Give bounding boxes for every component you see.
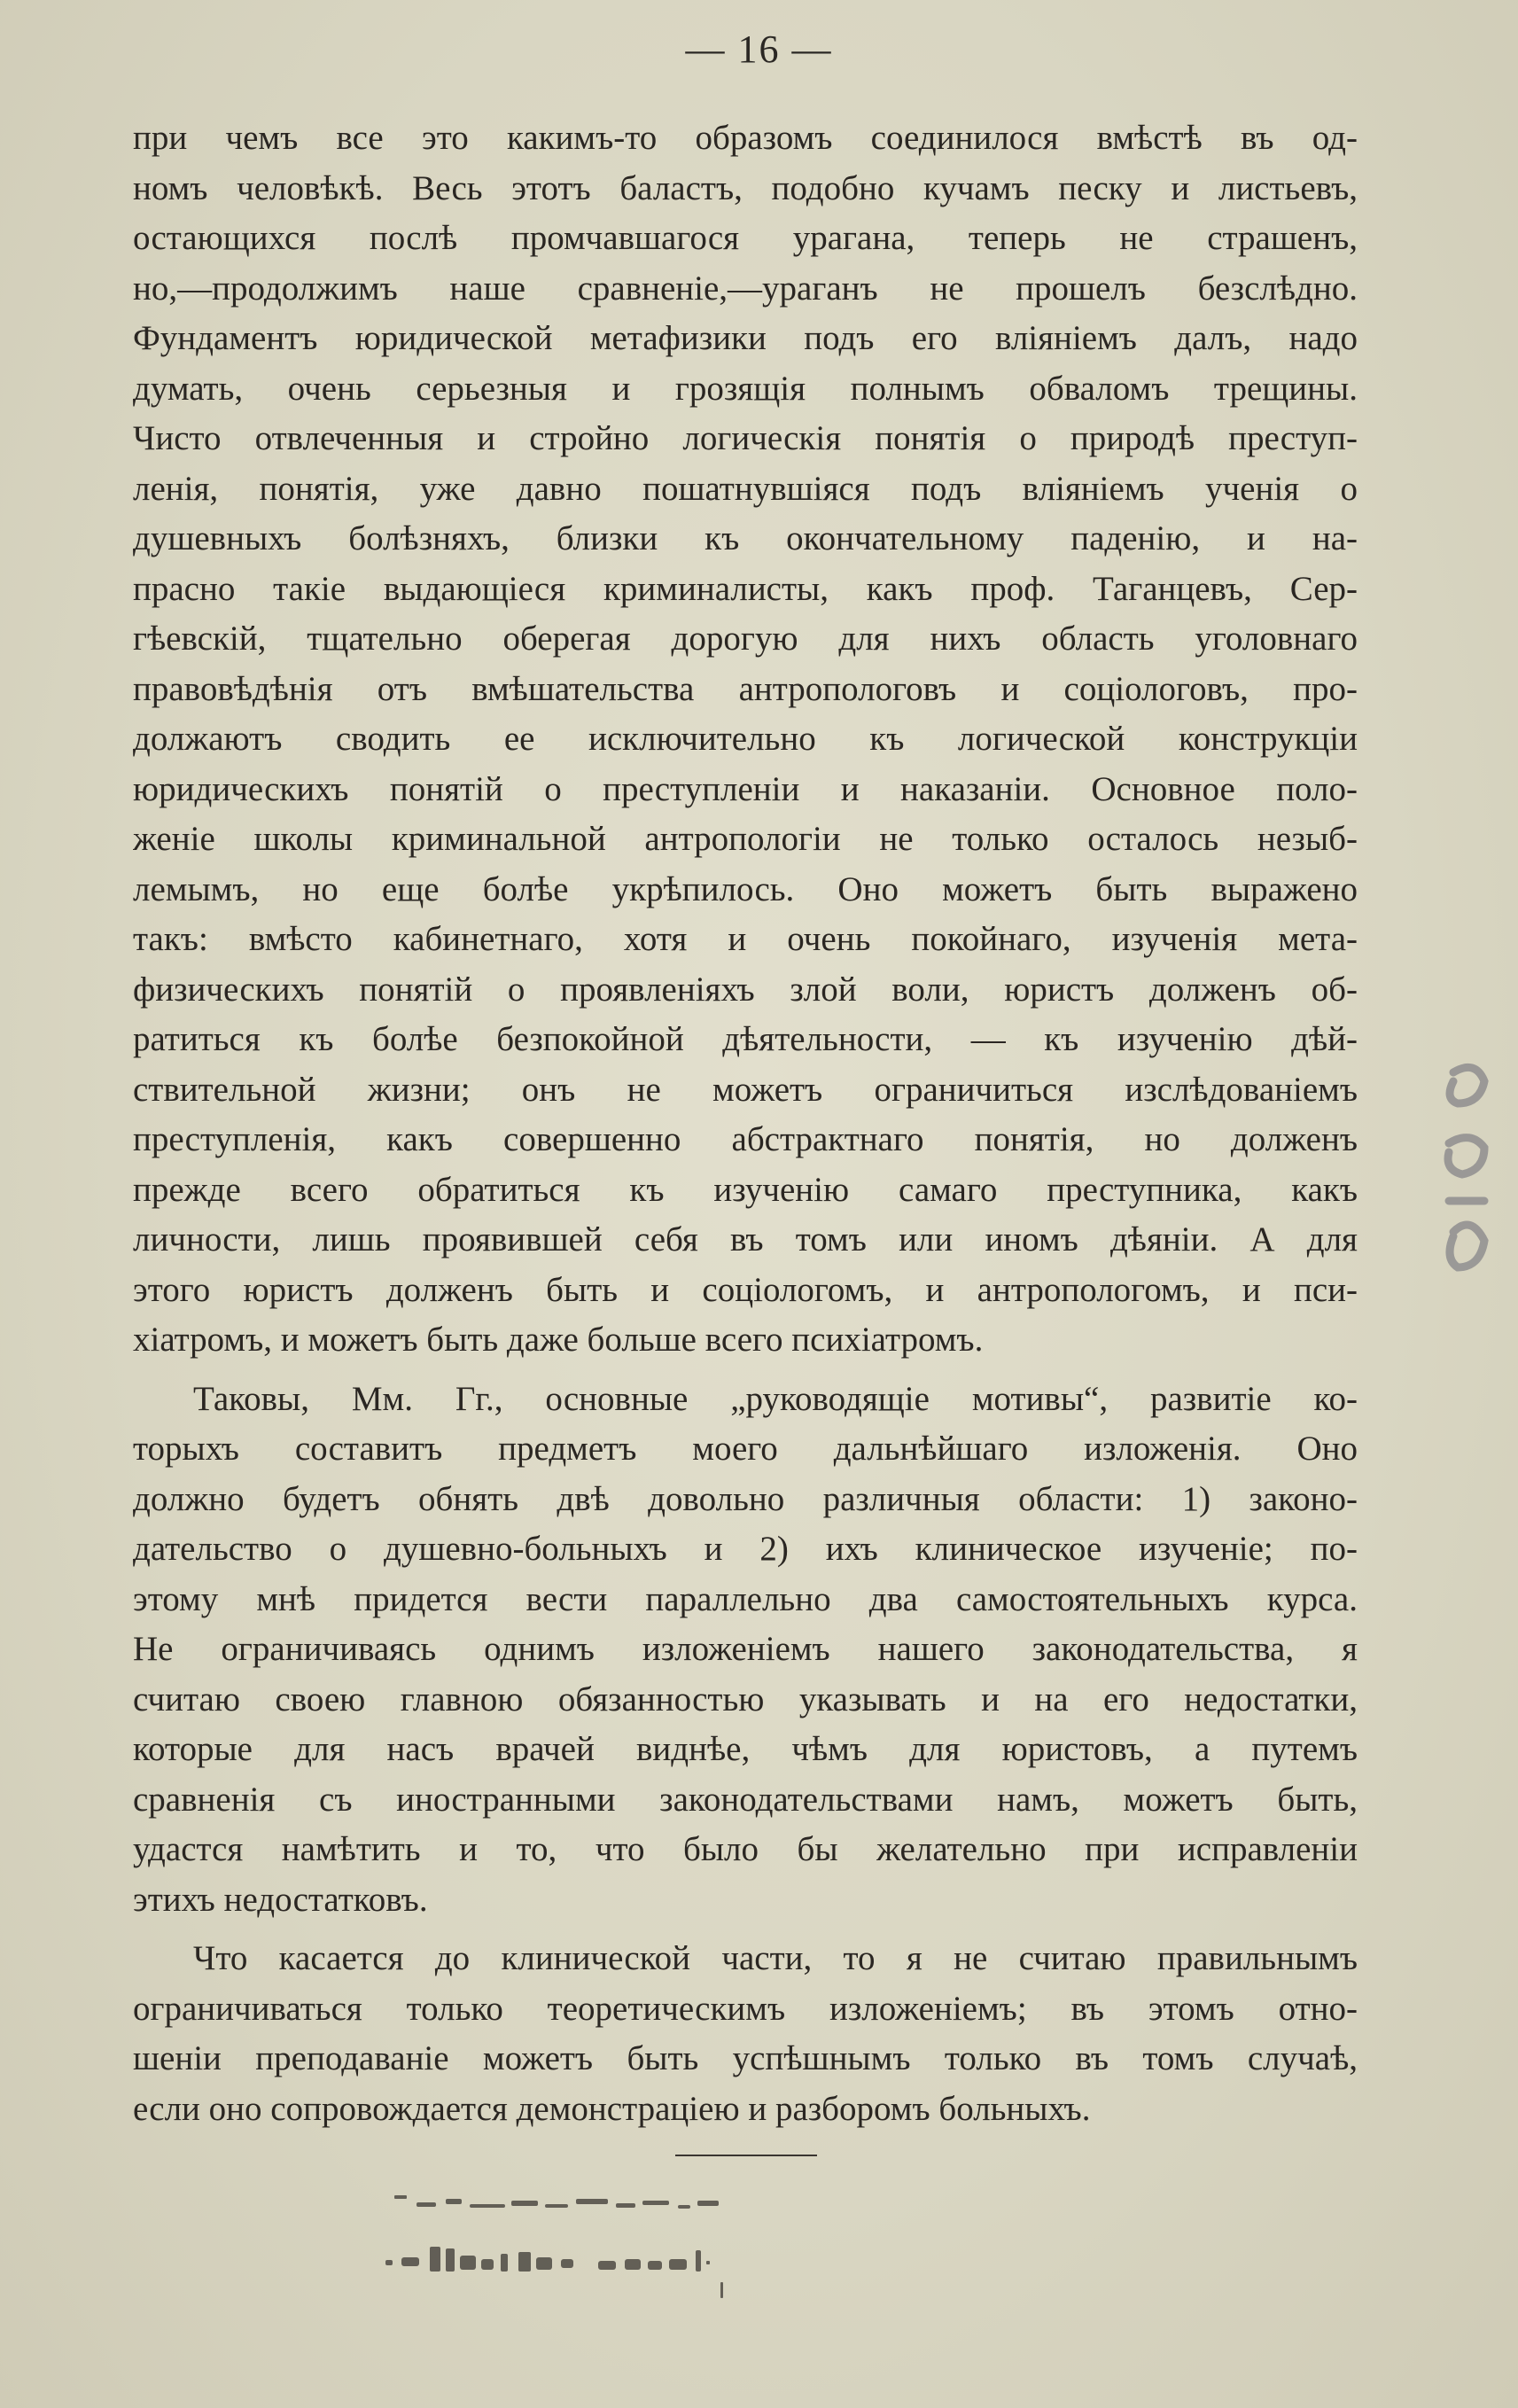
text-line: этихъ недостатковъ. bbox=[133, 1880, 428, 1919]
text-line: которые для насъ врачей виднѣе, чѣмъ для юристовъ, а путемъ bbox=[133, 1730, 1358, 1768]
text-line: этому мнѣ придется вести параллельно два самостоятельныхъ курса. bbox=[133, 1579, 1358, 1618]
text-line: Что касается до клинической части, то я не считаю правильнымъ bbox=[193, 1939, 1358, 1977]
text-line: душевныхъ болѣзняхъ, близки къ окончательному паденію, и на- bbox=[133, 519, 1358, 557]
text-line: но,—продолжимъ наше сравненіе,—ураганъ не прошелъ безслѣдно. bbox=[133, 269, 1358, 308]
paragraph bbox=[133, 113, 1358, 1366]
paragraph-gap bbox=[133, 1366, 1358, 1375]
text-line: женіе школы криминальной антропологіи не только осталось незыб- bbox=[133, 820, 1358, 858]
body-text bbox=[133, 113, 1358, 2134]
page-number: — 16 — bbox=[685, 27, 833, 71]
text-line: торыхъ составитъ предметъ моего дальнѣйшаго изложенія. Оно bbox=[133, 1430, 1358, 1468]
text-line: Не ограничиваясь однимъ изложеніемъ нашего законодательства, я bbox=[133, 1630, 1358, 1668]
text-line: дательство о душевно-больныхъ и 2) ихъ клиническое изученіе; по- bbox=[133, 1530, 1358, 1568]
text-line: правовѣдѣнія отъ вмѣшательства антропологовъ и соціологовъ, про- bbox=[133, 669, 1358, 708]
text-line: хіатромъ, и можетъ быть даже больше всего психіатромъ. bbox=[133, 1321, 984, 1359]
text-line: личности, лишь проявившей себя въ томъ или иномъ дѣяніи. А для bbox=[133, 1220, 1358, 1259]
text-line: юридическихъ понятій о преступленіи и наказаніи. Основное поло- bbox=[133, 769, 1358, 808]
text-line: сравненія съ иностранными законодательствами намъ, можетъ быть, bbox=[133, 1780, 1358, 1819]
text-line: лемымъ, но еще болѣе укрѣпилось. Оно можетъ быть выражено bbox=[133, 869, 1358, 908]
text-line: такъ: вмѣсто кабинетнаго, хотя и очень покойнаго, изученія мета- bbox=[133, 920, 1358, 958]
text-line: остающихся послѣ промчавшагося урагана, теперь не страшенъ, bbox=[133, 219, 1358, 257]
paragraph bbox=[133, 1934, 1358, 2134]
text-line: ограничиваться только теоретическимъ изложеніемъ; въ этомъ отно- bbox=[133, 1989, 1358, 2028]
text-line: Фундаментъ юридической метафизики подъ его вліяніемъ далъ, надо bbox=[133, 319, 1358, 357]
text-line: думать, очень серьезныя и грозящія полнымъ обваломъ трещины. bbox=[133, 369, 1358, 408]
text-line: гѣевскій, тщательно оберегая дорогую для нихъ область уголовнаго bbox=[133, 620, 1358, 658]
text-line: прасно такіе выдающіеся криминалисты, какъ проф. Таганцевъ, Сер- bbox=[133, 569, 1358, 608]
text-line: должаютъ сводить ее исключительно къ логической конструкціи bbox=[133, 720, 1358, 758]
text-line: ратиться къ болѣе безпокойной дѣятельности, — къ изученію дѣй- bbox=[133, 1020, 1358, 1058]
text-line: номъ человѣкѣ. Весь этотъ баластъ, подобно кучамъ песку и листьевъ, bbox=[133, 168, 1358, 207]
text-line: ствительной жизни; онъ не можетъ ограничиться изслѣдованіемъ bbox=[133, 1070, 1358, 1109]
text-line: этого юристъ долженъ быть и соціологомъ, и антропологомъ, и пси- bbox=[133, 1270, 1358, 1309]
text-line: прежде всего обратиться къ изученію самаго преступника, какъ bbox=[133, 1170, 1358, 1209]
text-line: при чемъ все это какимъ-то образомъ соединилося вмѣстѣ въ од- bbox=[133, 119, 1358, 157]
margin-ink-mark bbox=[1436, 1055, 1498, 1285]
text-line: Чисто отвлеченныя и стройно логическія понятія о природѣ преступ- bbox=[133, 419, 1358, 457]
text-line: считаю своею главною обязанностью указывать и на его недостатки, bbox=[133, 1679, 1358, 1718]
text-line: физическихъ понятій о проявленіяхъ злой воли, юристъ долженъ об- bbox=[133, 970, 1358, 1009]
text-line: если оно сопровождается демонстраціею и разборомъ больныхъ. bbox=[133, 2089, 1091, 2128]
section-separator bbox=[675, 2155, 817, 2156]
text-line: Таковы, Мм. Гг., основные „руководящіе мотивы“, развитіе ко- bbox=[193, 1379, 1358, 1418]
text-line: должно будетъ обнять двѣ довольно различныя области: 1) законо- bbox=[133, 1479, 1358, 1518]
paragraph bbox=[133, 1375, 1358, 1926]
printer-stamp-image bbox=[377, 2185, 793, 2309]
text-line: удастся намѣтить и то, что было бы желательно при исправленіи bbox=[133, 1830, 1358, 1868]
text-line: шеніи преподаваніе можетъ быть успѣшнымъ только въ томъ случаѣ, bbox=[133, 2039, 1358, 2077]
paragraph-gap bbox=[133, 1925, 1358, 1934]
text-line: ленія, понятія, уже давно пошатнувшіяся подъ вліяніемъ ученія о bbox=[133, 469, 1358, 508]
text-line: преступленія, какъ совершенно абстрактнаго понятія, но долженъ bbox=[133, 1120, 1358, 1158]
